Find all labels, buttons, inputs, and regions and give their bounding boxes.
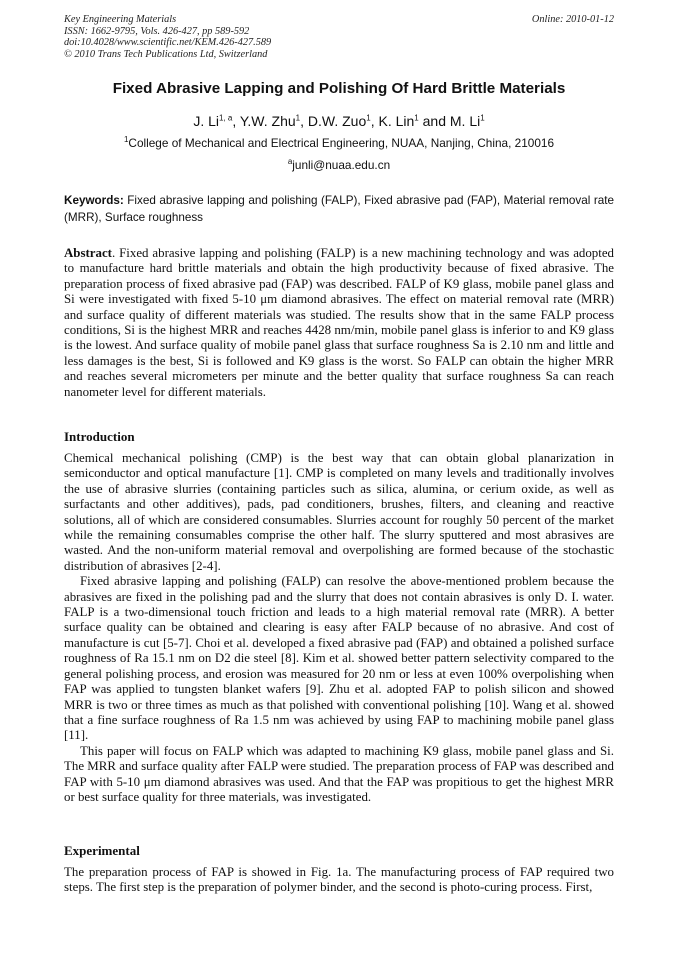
doi-line: doi:10.4028/www.scientific.net/KEM.426-427.589 xyxy=(64,37,272,49)
body-paragraph: Fixed abrasive lapping and polishing (FALP) can resolve the above-mentioned problem because the abrasives are fixed in the polishing pad and the slurry that does not contain abrasives is only D. I. water. FALP is a two-dimensional touch friction and leads to a high material removal rate (MRR). A better surface quality can be obtained and clearing is easy after FALP because of no abrasive. And cost of manufacture is cut [5-7]. Choi et al. developed a fixed abrasive pad (FAP) and obtained a polished surface roughness of Ra 15.1 nm on D2 die steel [8]. Kim et al. showed better pattern selectivity compared to the general polishing process, and erosion was measured for 20 nm or less at even 100% overpolishing when FAP was applied to tungsten blanket wafers [9]. Zhu et al. adopted FAP to polish silicon and showed MRR is two or three times as much as that polished with conventional polishing [10]. Wang et al. showed that a fine surface roughness of Ra 1.5 nm was achieved by using FAP to machining mobile panel glass [11]. xyxy=(64,574,614,743)
author-separator: , xyxy=(370,113,379,129)
section-heading-introduction: Introduction xyxy=(64,429,135,444)
issn-line: ISSN: 1662-9795, Vols. 426-427, pp 589-592 xyxy=(64,25,250,37)
author-name: M. Li xyxy=(449,113,481,129)
body-paragraph: The preparation process of FAP is showed in Fig. 1a. The manufacturing process of FAP required two steps. The first step is the preparation of polymer binder, and the second is photo-curing process. First, xyxy=(64,865,614,895)
keywords-text: Fixed abrasive lapping and polishing (FALP), Fixed abrasive pad (FAP), Material removal rate (MRR), Surface roughness xyxy=(64,194,614,224)
author-affil-sup: 1 xyxy=(480,113,485,123)
author-separator: , xyxy=(232,113,240,129)
section-heading-experimental: Experimental xyxy=(64,843,140,858)
email-sup: a xyxy=(287,157,293,167)
author-name: D.W. Zuo xyxy=(307,113,367,129)
abstract-paragraph xyxy=(64,246,614,400)
experimental-body xyxy=(64,865,614,896)
keywords xyxy=(64,193,614,226)
affiliation-text: College of Mechanical and Electrical Engineering, NUAA, Nanjing, China, 210016 xyxy=(128,136,555,150)
abstract-text: . Fixed abrasive lapping and polishing (FALP) is a new machining technology and was adopted to manufacture hard brittle materials and obtain the high productivity because of fixed abrasive. The preparation process of fixed abrasive pad (FAP) was described. FALP of K9 glass, mobile panel glass and Si were investigated with fixed 5-10 μm diamond abrasives. The effect on material removal rate (MRR) and surface quality of different materials was studied. The results show that in the same FALP process conditions, Si is the highest MRR and reaches 4428 nm/min, mobile panel glass is inferior to and K9 glass is the lowest. And surface quality of mobile panel glass that surface roughness Sa is 2.10 nm and little and less damages is the best, Si is followed and K9 glass is the worst. So FALP can obtain the higher MRR and reaches several micrometers per minute and the better quality that surface roughness Sa can reach nanometer level for different materials. xyxy=(64,246,614,399)
author-name: Y.W. Zhu xyxy=(239,113,296,129)
keywords-label: Keywords: xyxy=(64,194,124,207)
introduction-body xyxy=(64,451,614,805)
body-paragraph: This paper will focus on FALP which was adapted to machining K9 glass, mobile panel glass and Si. The MRR and surface quality after FALP were studied. The preparation process of FAP was described and FAP with 5-10 μm diamond abrasives was used. And that the FAP was propitious to get the highest MRR or best surface quality for three materials, was investigated. xyxy=(64,743,614,804)
author-list xyxy=(0,113,678,129)
body-paragraph: Chemical mechanical polishing (CMP) is the best way that can obtain global planarization in semiconductor and optical manufacture [1]. CMP is completed on many levels and traditionally involves the use of abrasive slurries (containing particles such as silica, alumina, or cerium oxide, as well as surfactants and other additives), pads, pad conditioners, brushes, filters, and cleaning and reactive solutions, all of which are considered consumables. Slurries account for roughly 50 percent of the market while the remaining consumables comprise the other half. The slurry sputtered and most abrasives are wasted. And the non-uniform material removal and overpolishing are formed because of the stochastic distribution of abrasives [2-4]. xyxy=(64,451,614,573)
copyright-line: © 2010 Trans Tech Publications Ltd, Switzerland xyxy=(64,48,268,60)
author-affil-sup: 1 xyxy=(295,113,301,123)
author-name: J. Li xyxy=(193,113,219,129)
author-affil-sup: 1, a xyxy=(219,113,233,123)
author-affil-sup: 1 xyxy=(414,113,419,123)
abstract-label: Abstract xyxy=(64,246,112,260)
paper-title: Fixed Abrasive Lapping and Polishing Of Hard Brittle Materials xyxy=(112,80,566,97)
online-date: Online: 2010-01-12 xyxy=(531,14,614,25)
email-address[interactable]: junli@nuaa.edu.cn xyxy=(292,158,391,172)
author-name: K. Lin xyxy=(378,113,415,129)
journal-name: Key Engineering Materials xyxy=(64,14,177,25)
author-conjunction: and xyxy=(418,113,450,129)
abstract xyxy=(64,246,614,400)
author-separator: , xyxy=(300,113,308,129)
journal-header xyxy=(64,14,271,60)
email-line xyxy=(0,158,678,172)
affiliation xyxy=(0,136,678,150)
author-affil-sup: 1 xyxy=(366,113,371,123)
affiliation-sup: 1 xyxy=(123,135,129,145)
